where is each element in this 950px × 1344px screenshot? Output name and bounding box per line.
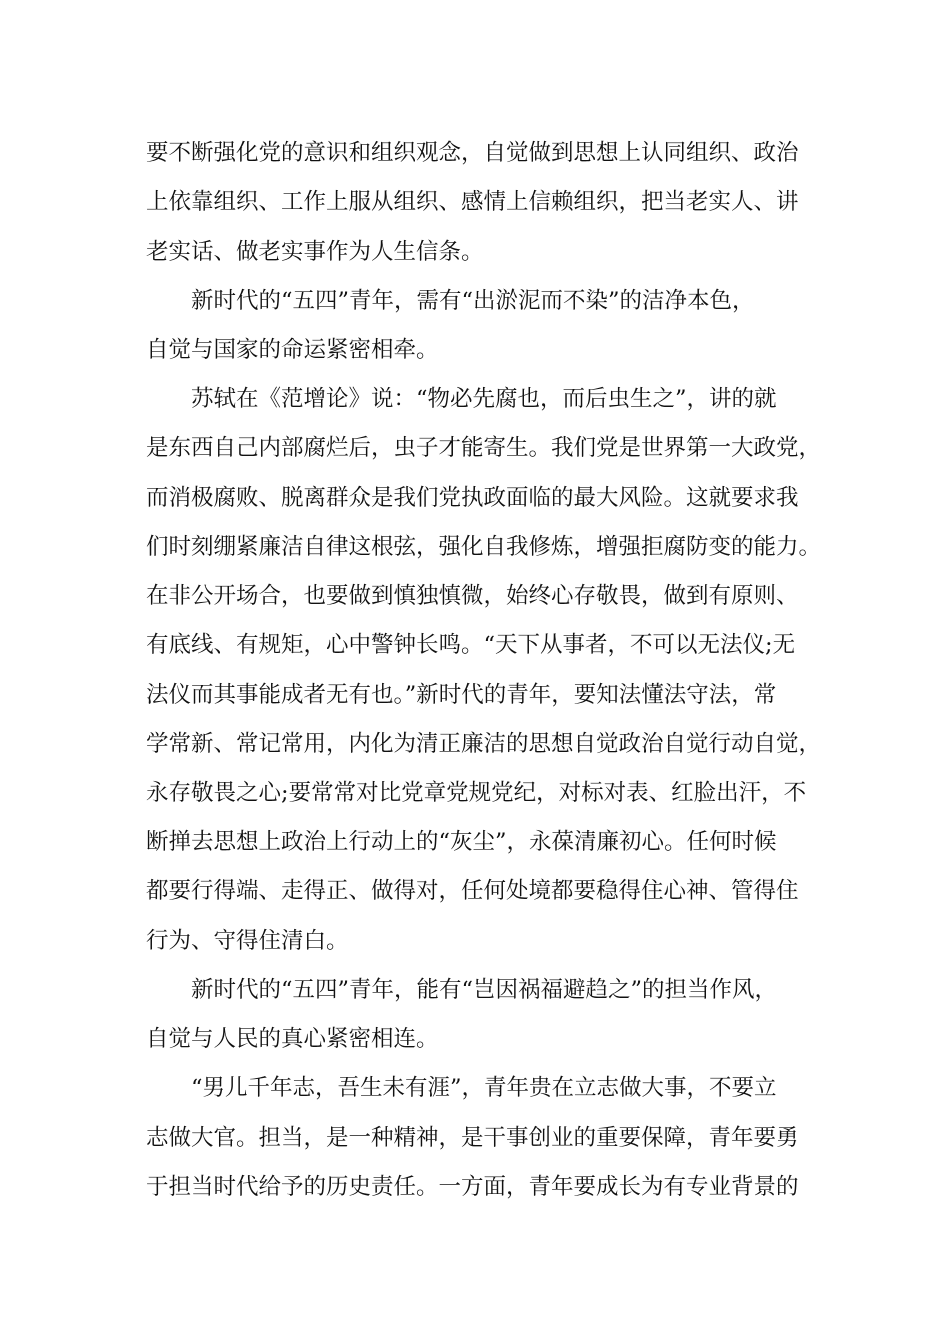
text-line: 学常新、常记常用，内化为清正廉洁的思想自觉政治自觉行动自觉， [146,731,822,757]
text-line: 自觉与国家的命运紧密相牵。 [146,337,439,363]
text-line: 老实话、做老实事作为人生信条。 [146,239,484,265]
text-line: 要不断强化党的意识和组织观念，自觉做到思想上认同组织、政治 [146,140,799,166]
text-line: 法仪而其事能成者无有也。”新时代的青年，要知法懂法守法，常 [146,682,777,708]
text-line: 们时刻绷紧廉洁自律这根弦，强化自我修炼，增强拒腐防变的能力。 [146,534,822,560]
text-line: 志做大官。担当，是一种精神，是干事创业的重要保障，青年要勇 [146,1125,799,1151]
text-line: 新时代的“五四”青年，能有“岂因祸福避趋之”的担当作风， [146,977,778,1003]
text-line: 苏轼在《范增论》说：“物必先腐也，而后虫生之”，讲的就 [146,386,777,412]
text-line: 是东西自己内部腐烂后，虫子才能寄生。我们党是世界第一大政党， [146,435,822,461]
text-line: 而消极腐败、脱离群众是我们党执政面临的最大风险。这就要求我 [146,485,799,511]
text-line: 有底线、有规矩，心中警钟长鸣。“天下从事者，不可以无法仪;无 [146,632,796,658]
text-line: 于担当时代给予的历史责任。一方面，青年要成长为有专业背景的 [146,1174,799,1200]
text-line: 行为、守得住清白。 [146,928,349,954]
text-line: 在非公开场合，也要做到慎独慎微，始终心存敬畏，做到有原则、 [146,583,799,609]
text-line: 上依靠组织、工作上服从组织、感情上信赖组织，把当老实人、讲 [146,189,799,215]
text-line: 永存敬畏之心;要常常对比党章党规党纪，对标对表、红脸出汗，不 [146,780,807,806]
text-line: 都要行得端、走得正、做得对，任何处境都要稳得住心神、管得住 [146,878,799,904]
text-line: 新时代的“五四”青年，需有“出淤泥而不染”的洁净本色， [146,288,755,314]
text-line: “男儿千年志，吾生未有涯”，青年贵在立志做大事，不要立 [146,1075,777,1101]
text-line: 断掸去思想上政治上行动上的“灰尘”，永葆清廉初心。任何时候 [146,829,777,855]
text-line: 自觉与人民的真心紧密相连。 [146,1026,439,1052]
